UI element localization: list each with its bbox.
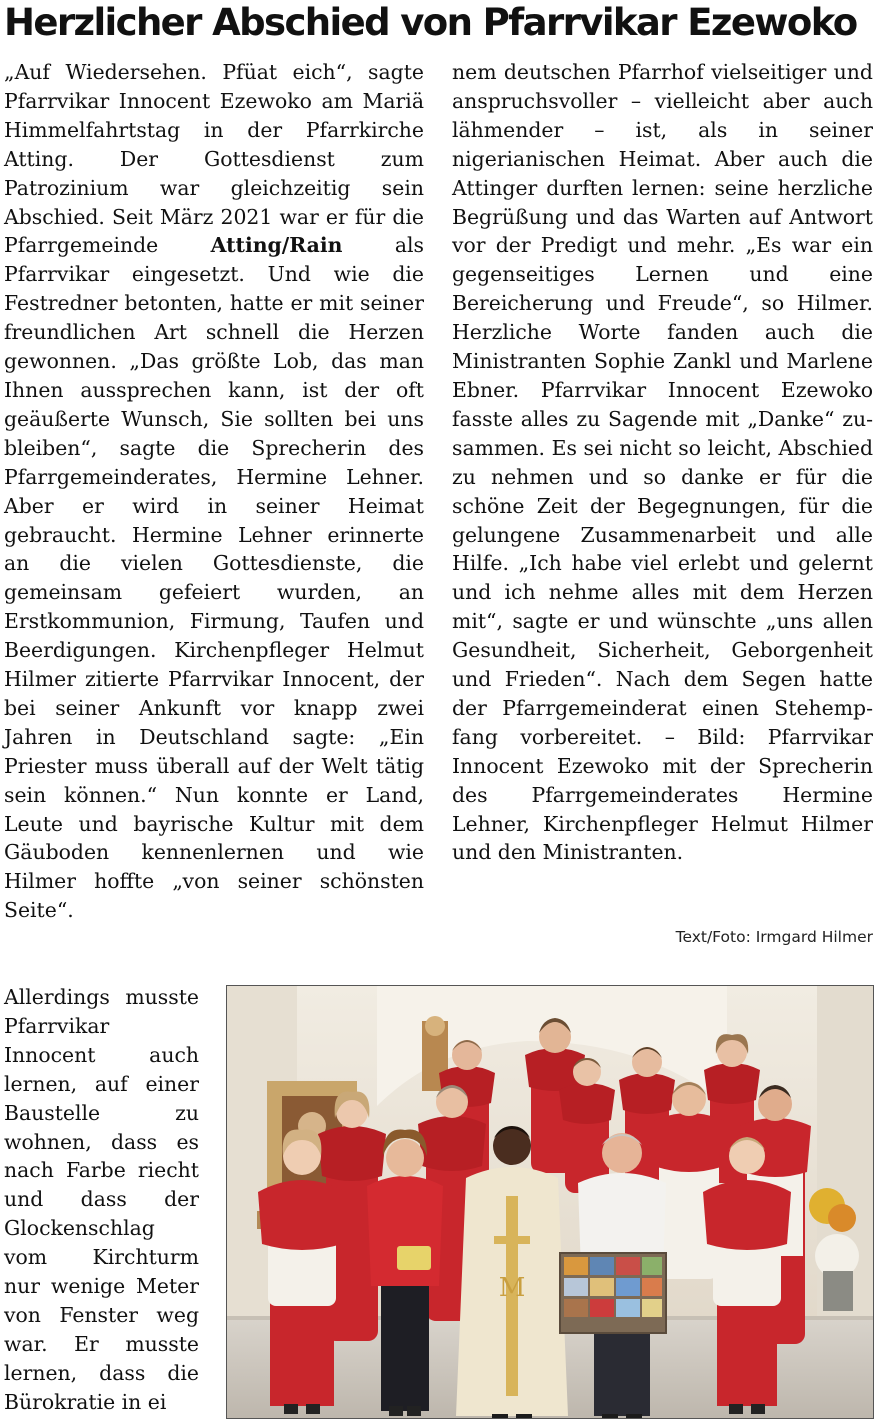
article-paragraph — [4, 58, 424, 925]
article-column-2 — [452, 58, 873, 867]
vestment-monogram: M — [498, 1273, 526, 1303]
group-photo-illustration — [227, 986, 874, 1419]
article-column-1-continued — [4, 983, 199, 1417]
group-photo — [226, 985, 874, 1419]
article-headline: Herzlicher Abschied von Pfarrvikar Ezewoko — [4, 1, 857, 44]
text-run: als Pfarrvikar eingesetzt. Und wie die Festredner betonten, hatte er mit seiner freundlichen Art schnell die Herzen gewonnen. „Das größte Lob, das man Ihnen aussprechen kann, ist der oft geäußerte Wunsch, Sie sollten bei uns bleiben“, sagte die Sprecherin des Pfarrgemeinderates, Hermine Lehner. Aber er wird in seiner Heimat gebraucht. Hermine Lehner erinnerte an die vielen Gottesdienste, die gemeinsam gefeiert wurden, an Erstkommunion, Firmung, Taufen und Beerdigungen. Kirchenpfleger Helmut Hilmer zitierte Pfarrvikar Innocent, der bei seiner Ankunft vor knapp zwei Jahren in Deutschland sagte: „Ein Priester muss überall auf der Welt tätig sein können.“ Nun konnte er Land, Leute und bayrische Kultur mit dem Gäuboden kennenlernen und wie Hilmer hoffte „von seiner schönsten Seite“. — [4, 233, 425, 923]
article-paragraph: Allerdings musste Pfarrvikar Innocent auch lernen, auf einer Baustelle zu wohnen, dass es nach Farbe riecht und dass der Glockenschlag vom Kirchturm nur wenige Meter von Fenster weg war. Er musste lernen, dass die Bürokratie in ei — [4, 985, 199, 1414]
article-column-1 — [4, 58, 424, 925]
bold-place-name: Atting/Rain — [210, 233, 343, 258]
text-run: „Auf Wiedersehen. Pfüat eich“, sagte Pfarrvikar Innocent Ezewoko am Mariä Himmelfahrtstag in der Pfarrkirche Atting. Der Gottesdienst zum Patrozinium war gleichzeitig sein Abschied. Seit März 2021 war er für die Pfarrgemeinde — [4, 60, 424, 258]
photo-credit: Text/Foto: Irmgard Hilmer — [675, 928, 873, 946]
article-paragraph: nem deutschen Pfarrhof vielseitiger und anspruchsvoller – vielleicht aber auch lähmender – ist, als in seiner nigerianischen Heimat. Aber auch die Attinger durften lernen: seine herzliche Begrüßung und das Warten auf Antwort vor der Predigt und mehr. „Es war ein gegenseitiges Lernen und eine Bereicherung und Freude“, so Hilmer. Herzliche Worte fanden auch die Ministranten Sophie Zankl und Marlene Ebner. Pfarrvikar Innocent Ezewoko fasste alles zu Sagende mit „Danke“ zusammen. Es sei nicht so leicht, Abschied zu nehmen und so danke er für die schöne Zeit der Begegnungen, für die gelungene Zusammenarbeit und alle Hilfe. „Ich habe viel erlebt und gelernt und ich nehme alles mit dem Herzen mit“, sagte er und wünschte „uns allen Gesundheit, Sicherheit, Geborgenheit und Frieden“. Nach dem Segen hatte der Pfarrgemeinderat einen Stehempfang vorbereitet. – Bild: Pfarrvikar Innocent Ezewoko mit der Sprecherin des Pfarrgemeinderates Hermine Lehner, Kirchenpfleger Helmut Hilmer und den Ministranten. — [452, 60, 873, 865]
